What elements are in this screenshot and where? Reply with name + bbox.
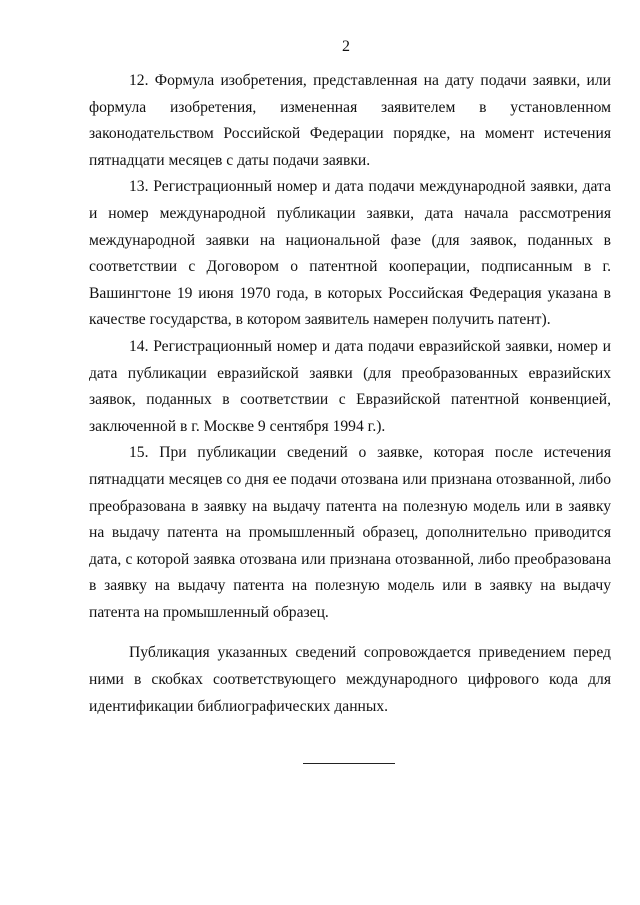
- page-number: 2: [342, 38, 350, 55]
- end-separator-line: [303, 763, 395, 764]
- paragraph-item-14: 14. Регистрационный номер и дата подачи евразийской заявки, номер и дата публикации евразийской заявки (для преобразованных евразийских заявок, поданных в соответствии с Евразийской патентной конвенцией, заключенной в г. Москве 9 сентября 1994 г.).: [89, 337, 611, 435]
- document-body: [89, 68, 611, 720]
- paragraph-publication-note: Публикация указанных сведений сопровождается приведением перед ними в скобках соответствующего международного цифрового кода для идентификации библиографических данных.: [89, 644, 611, 715]
- paragraph-item-15: 15. При публикации сведений о заявке, которая после истечения пятнадцати месяцев со дня ее подачи отозвана или признана отозванной, либо преобразована в заявку на выдачу патента на полезную модель или в заявку на выдачу патента на промышленный образец, дополнительно приводится дата, с которой заявка отозвана или признана отозванной, либо преобразована в заявку на выдачу патента на полезную модель или в заявку на выдачу патента на промышленный образец.: [89, 444, 611, 621]
- paragraph-item-12: 12. Формула изобретения, представленная на дату подачи заявки, или формула изобретения, измененная заявителем в установленном законодательством Российской Федерации порядке, на момент истечения пятнадцати месяцев с даты подачи заявки.: [89, 72, 611, 169]
- paragraph-item-13: 13. Регистрационный номер и дата подачи международной заявки, дата и номер международной публикации заявки, дата начала рассмотрения международной заявки на национальной фазе (для заявок, поданных в соответствии с Договором о патентной кооперации, подписанным в г. Вашингтоне 19 июня 1970 года, в которых Российская Федерация указана в качестве государства, в котором заявитель намерен получить патент).: [89, 178, 611, 329]
